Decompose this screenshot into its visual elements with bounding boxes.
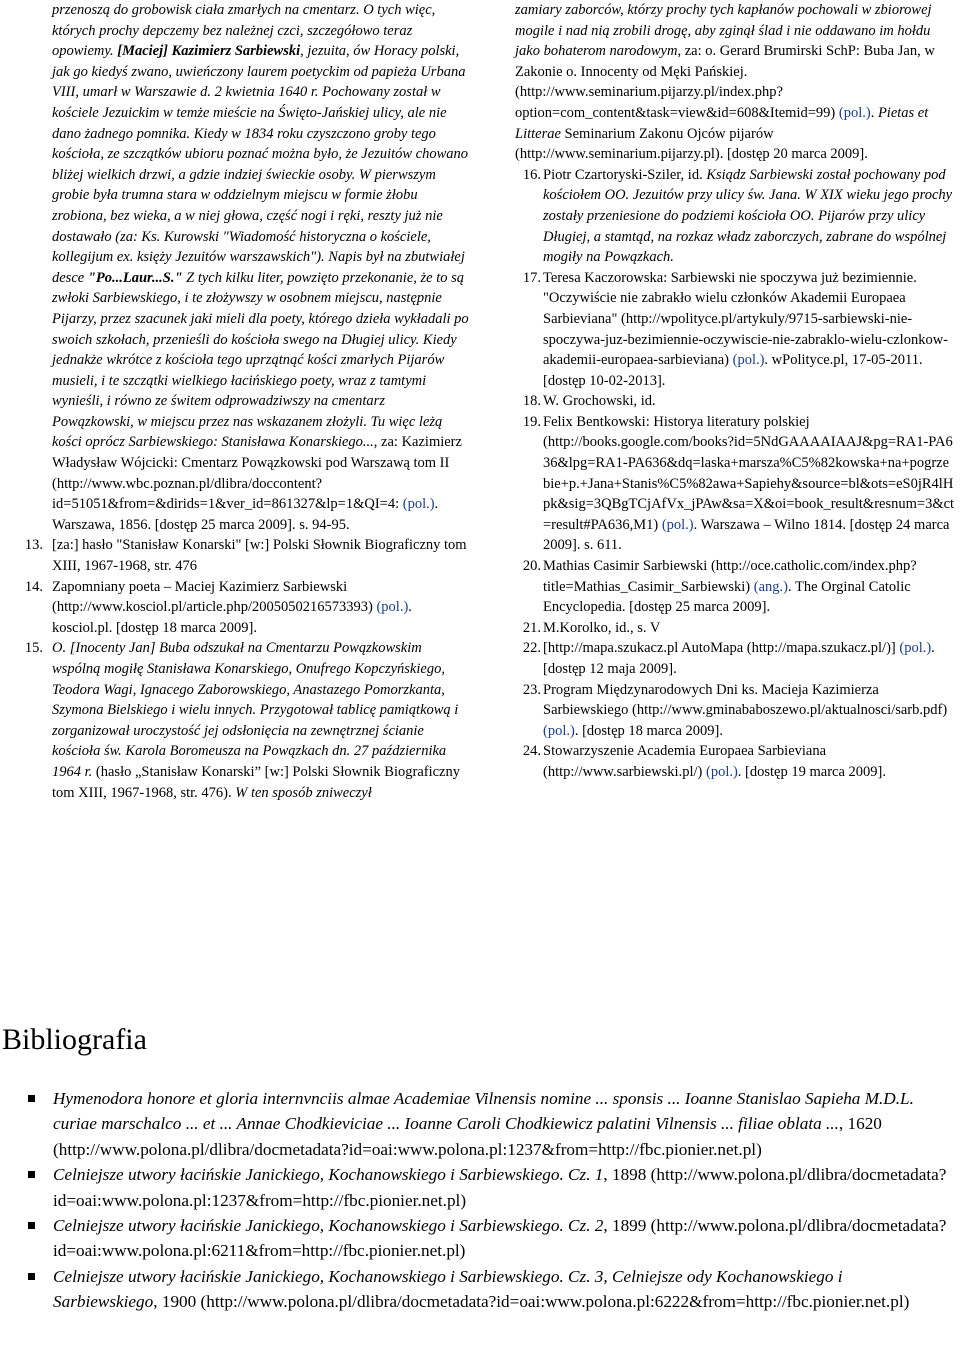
- footnote-number: 13.: [24, 537, 43, 554]
- text-run: . Warszawa, 1856. [dostęp 25 marca 2009]. s. 94-95.: [52, 496, 439, 533]
- bibliography-heading: Bibliografia: [2, 1023, 147, 1056]
- text-run: , 1620 (http://www.polona.pl/dlibra/docmetadata?id=oai:www.polona.pl:1237&from=http://fbc.pionier.net.pl): [53, 1114, 882, 1159]
- text-run: Hymenodora honore et gloria internvnciis almae Academiae Vilnensis nomine ... sponsis ... Ioanne Stanislao Sapieha M.D.L. curiae marschalco ... et ... Annae Chodkieviciae ... Ioanne Caroli Chodkiewicz palatini Vilnensis ... filiae oblata ...: [53, 1089, 914, 1134]
- square-bullet-icon: [28, 1273, 35, 1280]
- footnote-item: [515, 268, 955, 392]
- text-run: Stowarzyszenie Academia Europaea Sarbieviana (http://www.sarbiewski.pl/): [543, 743, 827, 780]
- footnote-number: 23.: [522, 681, 541, 698]
- text-run: , jezuita, ów Horacy polski, jak go kiedyś zwano, uwieńczony laurem poetyckim od papieża Urbana VIII, umarł w Warszawie d. 2 kwietnia 1640 r. Pochowany został w kościele Jezuickim w temże mieście na Święto-Jańskiej ulicy, ale nie dano żadnego pomnika. Kiedy w 1834 roku czyszczono groby tego kościoła, ze szczątków ubioru poznać można było, że Jezuitów chowano bliżej wielkich drzwi, a gdzie indziej świeckie osoby. W pierwszym grobie była trumna stara w oddzielnym miejscu w formie żłobu zrobiona, bez wieka, a w niej głowa, część nogi i ręki, reszty już nie dostawało (za: Ks. Kurowski "Wiadomość historyczna o kościele, kollegijum ex. księży Jezuitów warszawskich"). Napis był na zbutwiałej desce: [52, 43, 469, 286]
- footnote-item: [515, 412, 955, 556]
- footnote-number: 24.: [522, 743, 541, 760]
- text-run: . [dostęp 18 marca 2009].: [574, 722, 723, 739]
- text-run: , za: Kazimierz Władysław Wójcicki: Cmentarz Powązkowski pod Warszawą tom II (http://www.wbc.poznan.pl/dlibra/doccontent?: [52, 434, 462, 492]
- text-run: Celniejsze utwory łacińskie Janickiego, Kochanowskiego i Sarbiewskiego. Cz. 1: [53, 1165, 604, 1185]
- footnote-number: 18.: [522, 393, 541, 410]
- footnote-item: [24, 577, 470, 639]
- left-column: [24, 0, 470, 803]
- footnote-item: [515, 391, 955, 412]
- continuation-paragraph: [515, 0, 955, 165]
- bibliography-entry: [0, 1264, 950, 1315]
- text-run: przenoszą do grobowisk ciała zmarłych na cmentarz. O tych więc, których prochy depczemy bez należnej czci, szczegółowo teraz opowiemy.: [52, 2, 436, 60]
- language-link[interactable]: (pol.): [838, 104, 871, 121]
- square-bullet-icon: [28, 1095, 35, 1102]
- square-bullet-icon: [28, 1171, 35, 1178]
- language-link[interactable]: (pol.): [732, 352, 765, 369]
- text-run: . Warszawa – Wilno 1814. [dostęp 24 marca 2009]. s. 611.: [543, 516, 950, 554]
- bibliography-entry: [0, 1213, 950, 1264]
- language-link[interactable]: (pol.): [402, 496, 435, 513]
- language-link[interactable]: (pol.): [899, 640, 932, 657]
- text-run: id=5NdGAAAAIAAJ&pg=RA1-PA636&lpg=RA1-PA636&dq=laska+marsza%C5%82kowska+na+pogrzebie+p.+Jana+Stanis%C5%82awa+Sapiehy&source=bl&ots=eS0jR4lHpk&sig=3QBgTCjAfVx_jPAw&sa=X&oi=book_result&resnum=3&ct=result#PA636,M1): [543, 434, 955, 533]
- footnote-number: 16.: [522, 166, 541, 183]
- footnote-item: [515, 556, 955, 618]
- text-run: . The Orginal Catolic Encyclopedia. [dostęp 25 marca 2009].: [543, 578, 911, 616]
- text-run: W. Grochowski, id.: [543, 393, 656, 410]
- footnote-number: 15.: [24, 640, 43, 657]
- text-run: Ksiądz Sarbiewski został pochowany pod kościołem OO. Jezuitów przy ulicy św. Jana. W XIX wieku jego prochy zostały przeniesione do podziemi kościoła OO. Pijarów przy ulicy Długiej, a stamtąd, na rozkaz władz zaborczych, zabrane do wspólnej mogiły na Powązkach.: [543, 166, 953, 266]
- text-run: Seminarium Zakonu Ojców pijarów (http://www.seminarium.pijarzy.pl). [dostęp 20 marca 2009].: [515, 125, 868, 163]
- bibliography-entry: [0, 1086, 950, 1162]
- language-link[interactable]: (pol.): [376, 599, 409, 616]
- text-run: , 1898 (http://www.polona.pl/dlibra/docmetadata?id=oai:www.polona.pl:1237&from=http://fbc.pionier.net.pl): [53, 1165, 947, 1210]
- language-link[interactable]: (pol.): [661, 516, 694, 533]
- text-run: [Maciej] Kazimierz Sarbiewski: [117, 43, 301, 60]
- text-run: M.Korolko, id., s. V: [543, 619, 661, 636]
- text-run: Program Międzynarodowych Dni ks. Macieja Kazimierza Sarbiewskiego (http://www.gminababoszewo.pl/aktualnosci/sarb.pdf): [543, 681, 948, 719]
- footnote-item: [515, 618, 955, 639]
- footnote-number: 17.: [522, 269, 541, 286]
- text-run: [za:] hasło "Stanisław Konarski" [w:] Polski Słownik Biograficzny tom XIII, 1967-1968, str. 476: [52, 537, 467, 575]
- footnote-list-left: [24, 535, 470, 803]
- footnote-item: [24, 638, 470, 803]
- text-run: O. [Inocenty Jan] Buba odszukał na Cmentarzu Powązkowskim wspólną mogiłę Stanisława Konarskiego, Onufrego Kopczyńskiego, Teodora Wagi, Ignacego Zaborowskiego, Anastazego Pomorzkanta, Szymona Bielskiego i wielu innych. Przygotował tablicę pamiątkową i zorganizował uroczystość jej odsłonięcia na zewnętrznej ścianie kościoła św. Karola Boromeusza na Powązkach dn. 27 października 1964 r.: [52, 640, 459, 780]
- text-run: Felix Bentkowski: Historya literatury polskiej (http://books.google.com/books?: [543, 413, 810, 451]
- footnote-item: [24, 535, 470, 576]
- text-run: . [dostęp 12 maja 2009].: [543, 640, 935, 677]
- footnote-number: 21.: [522, 619, 541, 636]
- bibliography-entry: [0, 1162, 950, 1213]
- text-run: zamiary zaborców, którzy prochy tych kapłanów pochowali w zbiorowej mogile i nad nią zrobili drogę, aby zginął ślad i nie oddawano im hołdu jako bohaterom narodowym: [515, 2, 932, 60]
- text-run: . [dostęp 19 marca 2009].: [737, 763, 886, 780]
- footnote-item: [515, 680, 955, 742]
- intro-paragraph: [52, 0, 470, 535]
- footnote-list-right: [515, 165, 955, 783]
- language-link[interactable]: (pol.): [543, 722, 575, 739]
- footnote-number: 22.: [522, 640, 541, 657]
- text-run: . wPolityce.pl, 17-05-2011. [dostęp 10-02-2013].: [543, 352, 923, 389]
- footnote-item: [515, 165, 955, 268]
- bibliography-list: [0, 1086, 950, 1315]
- text-run: Pietas et Litterae: [515, 104, 929, 142]
- text-run: Celniejsze utwory łacińskie Janickiego, Kochanowskiego i Sarbiewskiego. Cz. 2: [53, 1216, 604, 1236]
- text-run: id=51051&from=&dirids=1&ver_id=861327&lp=1&QI=4:: [52, 496, 400, 513]
- language-link[interactable]: (ang.): [753, 578, 788, 595]
- text-run: [http://mapa.szukacz.pl AutoMapa (http://mapa.szukacz.pl/)]: [543, 640, 900, 657]
- text-run: Z tych kilku liter, powzięto przekonanie, że to są zwłoki Sarbiewskiego, i te złożywszy w osobnem miejscu, następnie Pijarzy, przez szacunek jaki mieli dla poety, którego dzieła wykładali po swoich szkołach, przenieśli do kościoła swego na Długiej ulicy. Kiedy jednakże wkrótce z kościoła tego uprzątnąć kości zmarłych Pijarów musieli, i te szczątki wielkiego łacińskiego poety, wraz z tamtymi wynieśli, i równo ze świtem odprowadziwszy na cmentarz Powązkowski, w miejscu przez nas wskazanem złożyli. Tu więc leżą kości oprócz Sarbiewskiego: Stanisława Konarskiego...: [52, 269, 469, 451]
- text-run: W ten sposób zniweczył: [235, 784, 372, 801]
- text-run: (hasło „Stanisław Konarski” [w:] Polski Słownik Biograficzny tom XIII, 1967-1968, str. 476).: [52, 763, 460, 801]
- square-bullet-icon: [28, 1222, 35, 1229]
- text-run: "Po...Laur...S.": [87, 269, 183, 286]
- language-link[interactable]: (pol.): [705, 763, 738, 780]
- footnote-number: 20.: [522, 558, 541, 575]
- text-run: , 1900 (http://www.polona.pl/dlibra/docmetadata?id=oai:www.polona.pl:6222&from=http://fbc.pionier.net.pl): [153, 1292, 910, 1312]
- footnote-item: [515, 638, 955, 679]
- text-run: Piotr Czartoryski-Sziler, id.: [543, 166, 707, 183]
- footnote-number: 19.: [522, 413, 541, 430]
- text-run: . kosciol.pl. [dostęp 18 marca 2009].: [52, 599, 412, 636]
- text-run: Zapomniany poeta – Maciej Kazimierz Sarbiewski (http://www.kosciol.pl/article.php/2005050216573393): [52, 578, 377, 616]
- text-run: , za: o. Gerard Brumirski SchP: Buba Jan, w Zakonie o. Innocenty od Męki Pańskiej. (http://www.seminarium.pijarzy.pl/index.php?option=com_content&task=view&id=608&Itemid=99): [515, 43, 935, 121]
- text-run: .: [870, 104, 878, 121]
- text-run: Teresa Kaczorowska: Sarbiewski nie spoczywa już bezimiennie. "Oczywiście nie zabrakło wielu członków Akademii Europaea Sarbieviana" (http://wpolityce.pl/artykuly/9715-sarbiewski-nie-spoczywa-juz-bezimiennie-oczywiscie-nie-zabraklo-wielu-czlonkow-akademii-europaea-sarbieviana): [543, 269, 949, 369]
- text-run: Celniejsze utwory łacińskie Janickiego, Kochanowskiego i Sarbiewskiego. Cz. 3, Celniejsze ody Kochanowskiego i Sarbiewskiego: [53, 1266, 843, 1312]
- footnote-item: [515, 741, 955, 782]
- right-column: [515, 0, 955, 783]
- text-run: , 1899 (http://www.polona.pl/dlibra/docmetadata?id=oai:www.polona.pl:6211&from=http://fbc.pionier.net.pl): [53, 1216, 947, 1261]
- footnote-number: 14.: [24, 578, 43, 595]
- text-run: Mathias Casimir Sarbiewski (http://oce.catholic.com/index.php?title=Mathias_Casimir_Sarbiewski): [543, 558, 917, 595]
